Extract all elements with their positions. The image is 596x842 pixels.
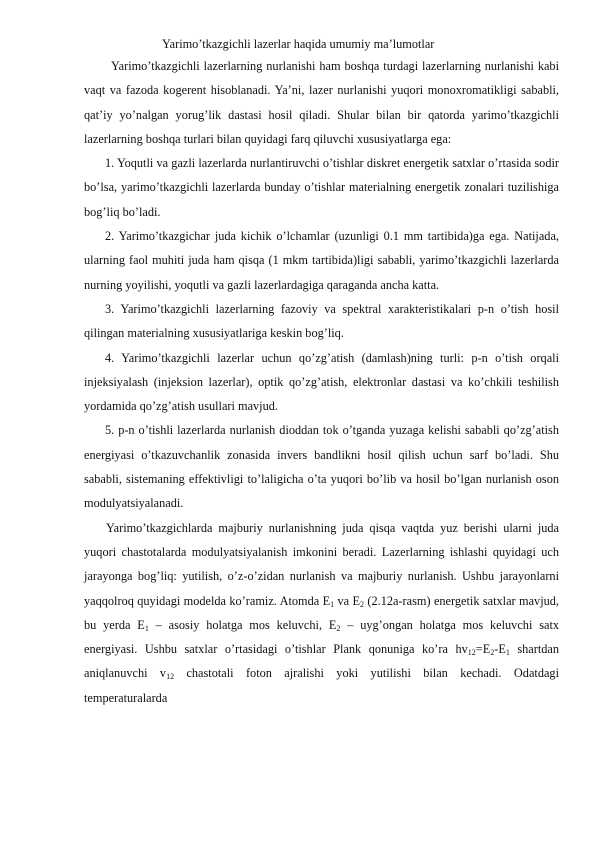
para2-text-c: (2.12a-rasm) energetik satxlar mavjud, bu yerda E: [84, 593, 559, 632]
list-item-3: 3. Yarimo’tkazgichli lazerlarning fazoviy va spektral xarakteristikalari p-n o’tish hosil qilingan materialning xususiyatlariga keskin bog’liq.: [84, 301, 559, 341]
subscript: 12: [467, 648, 476, 658]
list-item-2: 2. Yarimo’tkazgichar juda kichik o’lchamlar (uzunligi 0.1 mm tartibida)ga ega. Natijada, ularning faol muhiti juda ham qisqa (1 mkm tartibida)ligi sababli, yarimo’tkazgichli lazerlarda nurning yoyilishi, yoqutli va gazli lazerlardagiga qaraganda ancha katta.: [84, 229, 559, 292]
document-title: Yarimo’tkazgichli lazerlar haqida umumiy ma’lumotlar: [162, 37, 435, 51]
subscript: 12: [166, 672, 175, 682]
body-paragraph-2: [84, 516, 559, 710]
para2-text-a: Yarimo’tkazgichlarda majburiy nurlanishning juda qisqa vaqtda yuz berishi ularni juda yuqori chastotalarda modulyatsiyalanish imkonini beradi. Lazerlarning ishlashi quyidagi uch jarayonga bog’liq: yutilish, o’z-o’zidan nurlanish va majburiy nurlanish. Ushbu jarayonlarni yaqqolroq quyidagi modelda ko’ramiz. Atomda E: [84, 520, 559, 608]
para2-text-f: =E: [475, 642, 491, 657]
intro-paragraph: Yarimo’tkazgichli lazerlarning nurlanishi ham boshqa turdagi lazerlarning nurlanishi kabi vaqt va fazoda kogerent hisoblanadi. Ya’ni, lazer nurlanishi yuqori monoxromatikligi sababli, qat’iy yo’nalgan yorug’lik dastasi hosil qiladi. Shular bilan bir qatorda yarimo’tkazgichli lazerlarning boshqa turlari bilan quyidagi farq qiluvchi xususiyatlarga ega:: [84, 59, 559, 146]
para2-text-g: -E: [494, 642, 506, 657]
subscript: 1: [505, 648, 510, 658]
subscript: 1: [144, 623, 149, 633]
list-item-1: 1. Yoqutli va gazli lazerlarda nurlantiruvchi o’tishlar diskret energetik satxlar o’rtasida sodir bo’lsa, yarimo’tkazgichli lazerlarda bunday o’tishlar materialning energetik zonalari tuzilishiga bog’liq bo’ladi.: [84, 156, 559, 219]
para2-text-d: – asosiy holatga mos keluvchi, E: [148, 617, 337, 632]
list-item-4: 4. Yarimo’tkazgichli lazerlar uchun qo’zg’atish (damlash)ning turli: p-n o’tish orqali injeksiyalash (injeksion lazerlar), optik qo’zg’atish, elektronlar dastasi va ko’chkili teshilish yordamida qo’zg’atish usullari mavjud.: [84, 350, 559, 414]
subscript: 1: [330, 599, 335, 609]
para2-text-i: chastotali foton ajralishi yoki yutilishi bilan kechadi. Odatdagi temperaturalarda: [84, 666, 559, 705]
list-item-5: 5. p-n o’tishli lazerlarda nurlanish dioddan tok o’tganda yuzaga kelishi sababli qo’zg’atish energiyasi o’tkazuvchanlik zonasida invers bandlikni hosil qilish uchun sarf bo’ladi. Shu sababli, sistemaning effektivligi to’laligicha o’ta yuqori bo’lib va hosil bo’lgan nurlanish oson modulyatsiyalanadi.: [84, 423, 559, 511]
document-body: [84, 54, 559, 710]
subscript: 2: [360, 599, 364, 609]
para2-text-b: va E: [334, 593, 360, 608]
subscript: 2: [336, 623, 341, 633]
para2-text-e: – uyg’ongan holatga mos keluvchi satx energiyasi. Ushbu satxlar o’rtasidagi o’tishlar Plank qonuniga ko’ra hv: [84, 617, 560, 657]
para2-text-h: shartdan aniqlanuvchi v: [84, 642, 560, 681]
subscript: 2: [490, 648, 495, 658]
